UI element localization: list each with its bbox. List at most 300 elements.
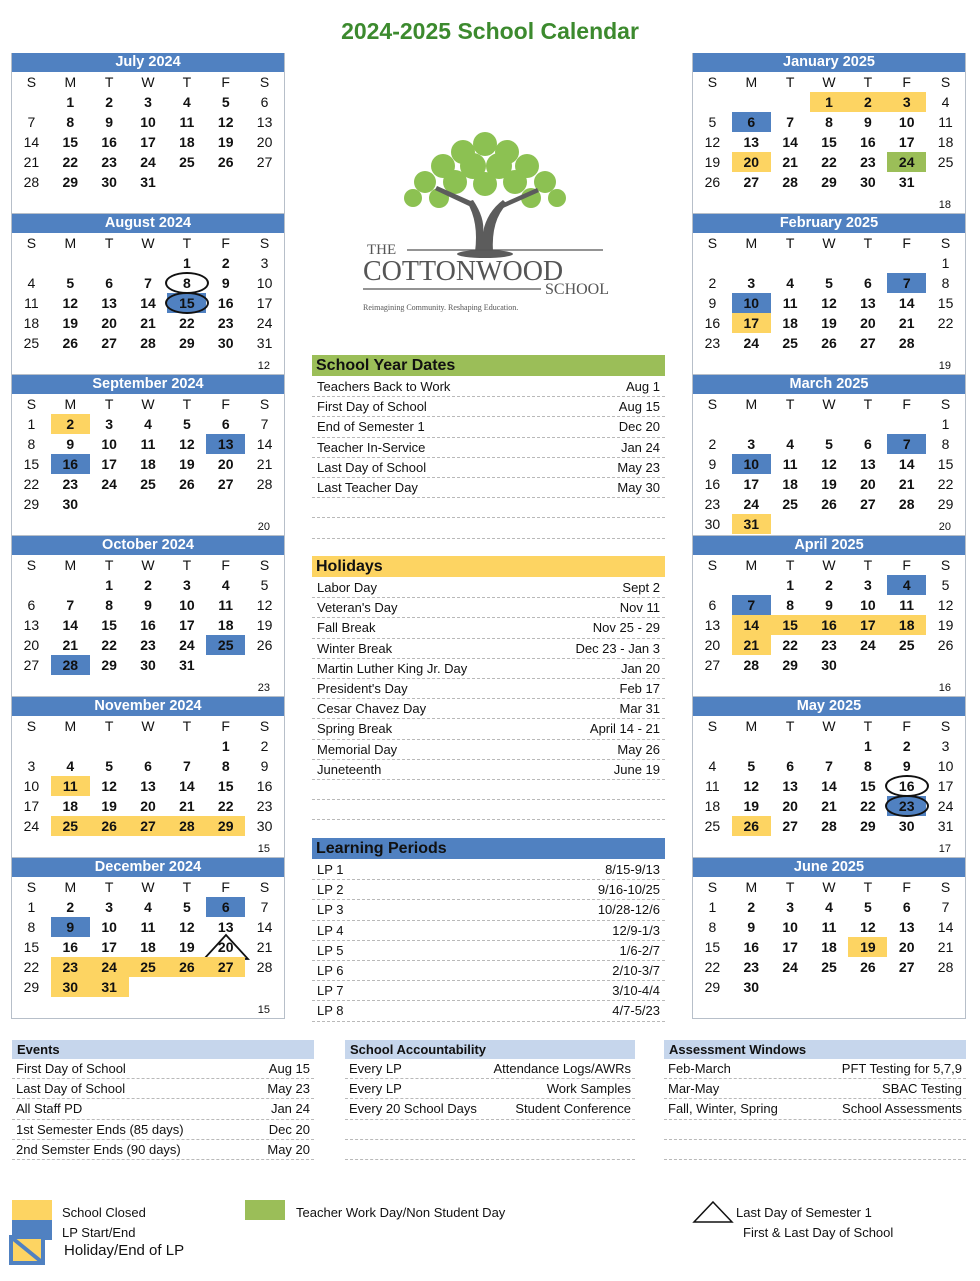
weekday-label: S — [26, 235, 37, 251]
calendar-day: 21 — [898, 476, 915, 492]
calendar-day: 28 — [256, 476, 273, 492]
weekday-label: F — [902, 235, 911, 251]
month-8 — [692, 375, 966, 536]
calendar-day: 6 — [708, 597, 717, 613]
learning-period-label: LP 1 — [317, 862, 344, 877]
calendar-day: 15 — [62, 134, 79, 150]
calendar-day: 24 — [887, 152, 926, 172]
calendar-day: 23 — [860, 154, 876, 170]
calendar-day: 22 — [782, 637, 798, 653]
weekday-label: T — [785, 879, 795, 895]
calendar-day: 21 — [782, 154, 798, 170]
calendar-day: 18 — [23, 315, 40, 331]
month-title: January 2025 — [693, 53, 965, 72]
calendar-day: 14 — [821, 778, 837, 794]
calendar-day: 5 — [66, 275, 75, 291]
calendar-day: 14 — [23, 134, 40, 150]
learning-period-row — [312, 900, 665, 920]
calendar-day: 31 — [179, 657, 195, 673]
legend-closed-swatch — [12, 1200, 52, 1220]
calendar-day: 18 — [62, 798, 79, 814]
calendar-day: 28 — [821, 818, 837, 834]
weekday-label: T — [785, 718, 795, 734]
weekday-label: T — [863, 879, 873, 895]
calendar-day: 16 — [51, 454, 90, 474]
empty-day — [167, 736, 206, 756]
weekday-label: S — [259, 879, 270, 895]
weekday-label: W — [141, 396, 155, 412]
calendar-day: 28 — [782, 174, 798, 190]
calendar-day: 7 — [144, 275, 152, 291]
school-year-date-row — [312, 478, 665, 498]
calendar-day: 15 — [23, 456, 40, 472]
accountability-value: Work Samples — [546, 1081, 631, 1097]
legend-closed-label: School Closed — [62, 1205, 146, 1220]
assessment-panel — [664, 1040, 966, 1160]
calendar-day: 2 — [825, 577, 833, 593]
weekday-label: W — [822, 396, 836, 412]
school-year-date-value: May 23 — [617, 459, 660, 475]
calendar-day: 17 — [256, 295, 273, 311]
calendar-day: 5 — [221, 94, 230, 110]
weekday-label: M — [64, 557, 77, 573]
holiday-label: Labor Day — [317, 580, 377, 595]
calendar-day: 28 — [51, 655, 90, 675]
calendar-day: 17 — [937, 778, 954, 794]
calendar-day: 27 — [782, 818, 798, 834]
logo-school: SCHOOL — [545, 281, 610, 298]
calendar-day: 3 — [747, 275, 756, 291]
holiday-row — [312, 659, 665, 679]
empty-day — [810, 736, 849, 756]
calendar-day: 20 — [732, 152, 771, 172]
calendar-day: 15 — [167, 293, 206, 313]
calendar-day: 12 — [821, 456, 837, 472]
calendar-day: 15 — [101, 617, 117, 633]
calendar-day: 6 — [206, 897, 245, 917]
accountability-value: Student Conference — [515, 1101, 631, 1117]
calendar-day: 29 — [62, 174, 79, 190]
calendar-day: 14 — [256, 919, 273, 935]
calendar-day: 7 — [732, 595, 771, 615]
weekday-label: S — [26, 718, 37, 734]
assessment-heading: Assessment Windows — [664, 1040, 966, 1059]
calendar-day: 31 — [90, 977, 129, 997]
weekday-label: M — [64, 718, 77, 734]
empty-day — [51, 575, 90, 595]
calendar-day: 27 — [101, 335, 117, 351]
calendar-day: 29 — [101, 657, 117, 673]
calendar-day: 13 — [743, 134, 760, 150]
calendar-day: 29 — [937, 496, 954, 512]
empty-day — [693, 414, 732, 434]
holiday-value: May 26 — [617, 741, 660, 757]
calendar-day: 1 — [27, 899, 36, 915]
weekday-label: W — [822, 235, 836, 251]
calendar-day: 20 — [217, 456, 234, 472]
calendar-day: 21 — [732, 635, 771, 655]
accountability-label: Every LP — [349, 1081, 402, 1097]
empty-day — [732, 253, 771, 273]
calendar-day: 3 — [105, 416, 114, 432]
holiday-value: June 19 — [613, 761, 660, 777]
holiday-label: Fall Break — [317, 620, 376, 636]
weekday-label: F — [221, 718, 230, 734]
holiday-label: Veteran's Day — [317, 600, 398, 616]
weekday-label: S — [259, 235, 270, 251]
school-year-date-row — [312, 438, 665, 458]
accountability-row — [345, 1140, 635, 1160]
school-year-date-value: Jan 24 — [620, 439, 660, 455]
calendar-day: 6 — [105, 275, 114, 291]
weekday-label: S — [26, 396, 37, 412]
month-7 — [692, 214, 966, 375]
calendar-day: 31 — [256, 335, 273, 351]
calendar-day: 24 — [860, 637, 876, 653]
calendar-day: 7 — [27, 114, 36, 130]
calendar-day: 24 — [90, 957, 129, 977]
logo-tagline: Reimagining Community. Reshaping Education. — [363, 303, 519, 312]
weekday-label: F — [221, 235, 230, 251]
calendar-day: 26 — [860, 959, 876, 975]
learning-period-label: LP 6 — [317, 962, 344, 978]
school-year-date-value: Dec 20 — [618, 419, 660, 435]
weekday-label: F — [902, 74, 911, 90]
empty-day — [848, 253, 887, 273]
calendar-day: 24 — [256, 315, 273, 331]
calendar-day: 26 — [179, 476, 195, 492]
calendar-day: 14 — [179, 778, 195, 794]
weekday-label: T — [863, 557, 873, 573]
calendar-day: 7 — [786, 114, 795, 130]
calendar-day: 6 — [221, 416, 230, 432]
calendar-day: 19 — [217, 134, 234, 150]
event-value: May 20 — [267, 1141, 310, 1157]
calendar-day: 13 — [704, 617, 721, 633]
empty-day — [887, 253, 926, 273]
calendar-day: 18 — [937, 134, 954, 150]
calendar-day: 17 — [743, 476, 760, 492]
calendar-day: 2 — [51, 414, 90, 434]
holiday-row — [312, 760, 665, 780]
calendar-day: 21 — [898, 315, 915, 331]
calendar-day: 29 — [782, 657, 798, 673]
calendar-day: 19 — [937, 617, 954, 633]
calendar-day: 2 — [144, 577, 152, 593]
calendar-day: 27 — [256, 154, 273, 170]
circle-marker-icon — [885, 795, 929, 817]
empty-day — [771, 414, 810, 434]
logo-the: THE — [367, 242, 397, 258]
calendar-day: 29 — [23, 496, 40, 512]
calendar-day: 27 — [860, 496, 876, 512]
calendar-day: 14 — [782, 134, 798, 150]
calendar-day: 8 — [221, 758, 230, 774]
weekday-label: T — [104, 879, 114, 895]
calendar-day: 12 — [937, 597, 954, 613]
holiday-label: Cesar Chavez Day — [317, 701, 427, 717]
calendar-day: 18 — [821, 939, 837, 955]
calendar-day: 25 — [179, 154, 195, 170]
calendar-day: 2 — [260, 738, 269, 754]
calendar-day: 9 — [66, 436, 75, 452]
empty-day — [887, 414, 926, 434]
empty-day — [12, 575, 51, 595]
calendar-day: 3 — [105, 899, 114, 915]
weekday-label: F — [221, 396, 230, 412]
calendar-day: 16 — [217, 295, 234, 311]
calendar-day: 6 — [260, 94, 269, 110]
weekday-label: M — [745, 557, 758, 573]
weekday-label: F — [902, 557, 911, 573]
month-1 — [11, 214, 285, 375]
calendar-day: 3 — [887, 92, 926, 112]
calendar-day: 9 — [105, 114, 114, 130]
legend-holiday-label: Holiday/End of LP — [64, 1242, 185, 1259]
accountability-value: Attendance Logs/AWRs — [493, 1061, 631, 1076]
calendar-day: 22 — [704, 959, 721, 975]
empty-day — [732, 736, 771, 756]
calendar-day: 30 — [860, 174, 876, 190]
calendar-day: 12 — [101, 778, 117, 794]
holiday-value: Dec 23 - Jan 3 — [575, 640, 660, 656]
weekday-label: M — [745, 718, 758, 734]
calendar-day: 26 — [256, 637, 273, 653]
calendar-day: 11 — [782, 295, 798, 311]
calendar-day: 10 — [782, 919, 798, 935]
calendar-day: 7 — [941, 899, 950, 915]
weekday-label: S — [707, 74, 718, 90]
calendar-day: 19 — [821, 476, 837, 492]
school-year-date-row — [312, 417, 665, 437]
weekday-label: W — [141, 235, 155, 251]
calendar-day: 11 — [938, 114, 953, 130]
calendar-day: 24 — [23, 818, 40, 834]
holiday-row — [312, 618, 665, 638]
calendar-day: 19 — [101, 798, 117, 814]
weekday-label: T — [863, 235, 873, 251]
calendar-day: 23 — [887, 796, 926, 816]
month-4 — [11, 697, 285, 858]
calendar-day: 14 — [732, 615, 771, 635]
holiday-row — [312, 800, 665, 820]
calendar-day: 22 — [101, 637, 117, 653]
calendar-day: 18 — [140, 939, 156, 955]
calendar-day: 20 — [860, 476, 876, 492]
calendar-day: 29 — [860, 818, 876, 834]
calendar-day: 9 — [51, 917, 90, 937]
cottonwood-logo — [355, 122, 615, 322]
calendar-day: 25 — [821, 959, 837, 975]
calendar-day: 29 — [23, 979, 40, 995]
calendar-day: 28 — [898, 496, 915, 512]
events-panel — [12, 1040, 314, 1160]
calendar-day: 11 — [218, 597, 234, 613]
calendar-day: 16 — [256, 778, 273, 794]
calendar-day: 4 — [144, 899, 152, 915]
learning-period-value: 12/9-1/3 — [612, 922, 660, 938]
calendar-day: 24 — [782, 959, 798, 975]
school-day-count: 20 — [938, 521, 951, 533]
calendar-day: 10 — [732, 293, 771, 313]
school-year-date-label: Last Day of School — [317, 459, 427, 475]
weekday-label: T — [785, 396, 795, 412]
calendar-day: 28 — [167, 816, 206, 836]
calendar-day: 5 — [260, 577, 269, 593]
school-year-date-value: Aug 15 — [618, 399, 660, 415]
empty-day — [810, 414, 849, 434]
calendar-day: 25 — [898, 637, 915, 653]
calendar-day: 1 — [105, 577, 114, 593]
calendar-day: 8 — [825, 114, 833, 130]
holidays-heading: Holidays — [312, 556, 665, 577]
learning-period-label: LP 2 — [317, 882, 344, 898]
calendar-day: 12 — [743, 778, 760, 794]
assessment-row — [664, 1079, 966, 1099]
month-title: September 2024 — [12, 375, 284, 394]
calendar-day: 28 — [937, 959, 954, 975]
calendar-day: 18 — [782, 315, 798, 331]
calendar-day: 14 — [256, 436, 273, 452]
holiday-value: Feb 17 — [619, 680, 660, 696]
weekday-label: T — [182, 879, 192, 895]
school-year-date-label: Teacher In-Service — [317, 439, 426, 455]
holiday-row — [312, 780, 665, 800]
calendar-day: 9 — [902, 758, 911, 774]
calendar-day: 3 — [747, 436, 756, 452]
calendar-day: 18 — [179, 134, 195, 150]
weekday-label: M — [745, 879, 758, 895]
learning-period-value: 3/10-4/4 — [612, 983, 660, 999]
calendar-day: 6 — [902, 899, 911, 915]
school-year-date-row — [312, 377, 665, 397]
calendar-day: 4 — [27, 275, 36, 291]
calendar-day: 29 — [206, 816, 245, 836]
empty-day — [732, 575, 771, 595]
calendar-day: 12 — [217, 114, 234, 130]
calendar-day: 4 — [941, 94, 950, 110]
event-label: 1st Semester Ends (85 days) — [16, 1121, 184, 1137]
holiday-value: April 14 - 21 — [589, 721, 660, 737]
legend-holiday-icon — [9, 1235, 45, 1265]
calendar-day: 16 — [101, 134, 117, 150]
calendar-day: 5 — [825, 436, 833, 452]
school-day-count: 12 — [257, 360, 270, 372]
calendar-day: 7 — [887, 273, 926, 293]
weekday-label: T — [785, 235, 795, 251]
weekday-label: S — [707, 396, 718, 412]
calendar-day: 23 — [704, 496, 721, 512]
legend-semester-label: Last Day of Semester 1 — [736, 1205, 872, 1220]
calendar-day: 16 — [887, 776, 926, 796]
weekday-label: W — [822, 557, 836, 573]
calendar-day: 3 — [941, 738, 950, 754]
empty-day — [693, 575, 732, 595]
calendar-day: 12 — [860, 919, 876, 935]
holiday-row — [312, 598, 665, 618]
calendar-day: 16 — [704, 315, 721, 331]
calendar-day: 22 — [62, 154, 79, 170]
empty-day — [771, 92, 810, 112]
calendar-day: 21 — [256, 456, 273, 472]
weekday-label: S — [707, 718, 718, 734]
calendar-day: 3 — [786, 899, 795, 915]
calendar-day: 2 — [105, 94, 114, 110]
weekday-label: S — [940, 235, 951, 251]
holiday-label: Martin Luther King Jr. Day — [317, 660, 468, 676]
calendar-day: 3 — [182, 577, 191, 593]
month-9 — [692, 536, 966, 697]
calendar-day: 16 — [810, 615, 849, 635]
calendar-day: 20 — [206, 937, 245, 957]
learning-period-row — [312, 961, 665, 981]
calendar-day: 12 — [256, 597, 273, 613]
calendar-day: 4 — [708, 758, 717, 774]
accountability-heading: School Accountability — [345, 1040, 635, 1059]
weekday-label: S — [940, 396, 951, 412]
weekday-label: T — [182, 74, 192, 90]
learning-period-row — [312, 860, 665, 880]
holiday-value: Jan 20 — [620, 660, 660, 676]
month-2 — [11, 375, 285, 536]
holiday-value: Sept 2 — [622, 580, 660, 595]
calendar-day: 26 — [217, 154, 234, 170]
calendar-day: 16 — [140, 617, 156, 633]
calendar-day: 19 — [848, 937, 887, 957]
month-title: December 2024 — [12, 858, 284, 877]
calendar-day: 21 — [256, 939, 273, 955]
empty-day — [129, 736, 168, 756]
assessment-row — [664, 1140, 966, 1160]
calendar-day: 5 — [182, 416, 191, 432]
calendar-day: 15 — [217, 778, 234, 794]
calendar-day: 21 — [62, 637, 79, 653]
calendar-day: 6 — [863, 275, 872, 291]
calendar-day: 13 — [782, 778, 798, 794]
calendar-day: 30 — [704, 516, 721, 532]
calendar-day: 10 — [732, 454, 771, 474]
weekday-label: F — [902, 718, 911, 734]
calendar-day: 19 — [704, 154, 721, 170]
month-6 — [692, 53, 966, 214]
calendar-day: 31 — [937, 818, 954, 834]
school-year-date-row — [312, 518, 665, 538]
calendar-day: 15 — [860, 778, 876, 794]
empty-day — [12, 92, 51, 112]
calendar-day: 8 — [941, 436, 950, 452]
school-year-date-row — [312, 458, 665, 478]
calendar-day: 19 — [179, 456, 195, 472]
assessment-label: Fall, Winter, Spring — [668, 1101, 778, 1117]
weekday-label: T — [182, 557, 192, 573]
calendar-day: 4 — [786, 436, 795, 452]
calendar-day: 3 — [863, 577, 872, 593]
calendar-day: 24 — [743, 496, 760, 512]
holiday-label: Juneteenth — [317, 761, 382, 777]
calendar-day: 9 — [708, 295, 717, 311]
calendar-day: 1 — [941, 255, 950, 271]
weekday-label: F — [221, 879, 230, 895]
weekday-label: S — [940, 74, 951, 90]
calendar-day: 17 — [782, 939, 798, 955]
calendar-day: 10 — [101, 436, 117, 452]
calendar-day: 17 — [101, 456, 117, 472]
calendar-day: 8 — [105, 597, 114, 613]
learning-period-label: LP 3 — [317, 902, 344, 918]
calendar-day: 11 — [179, 114, 195, 130]
calendar-day: 29 — [821, 174, 837, 190]
weekday-label: M — [745, 74, 758, 90]
